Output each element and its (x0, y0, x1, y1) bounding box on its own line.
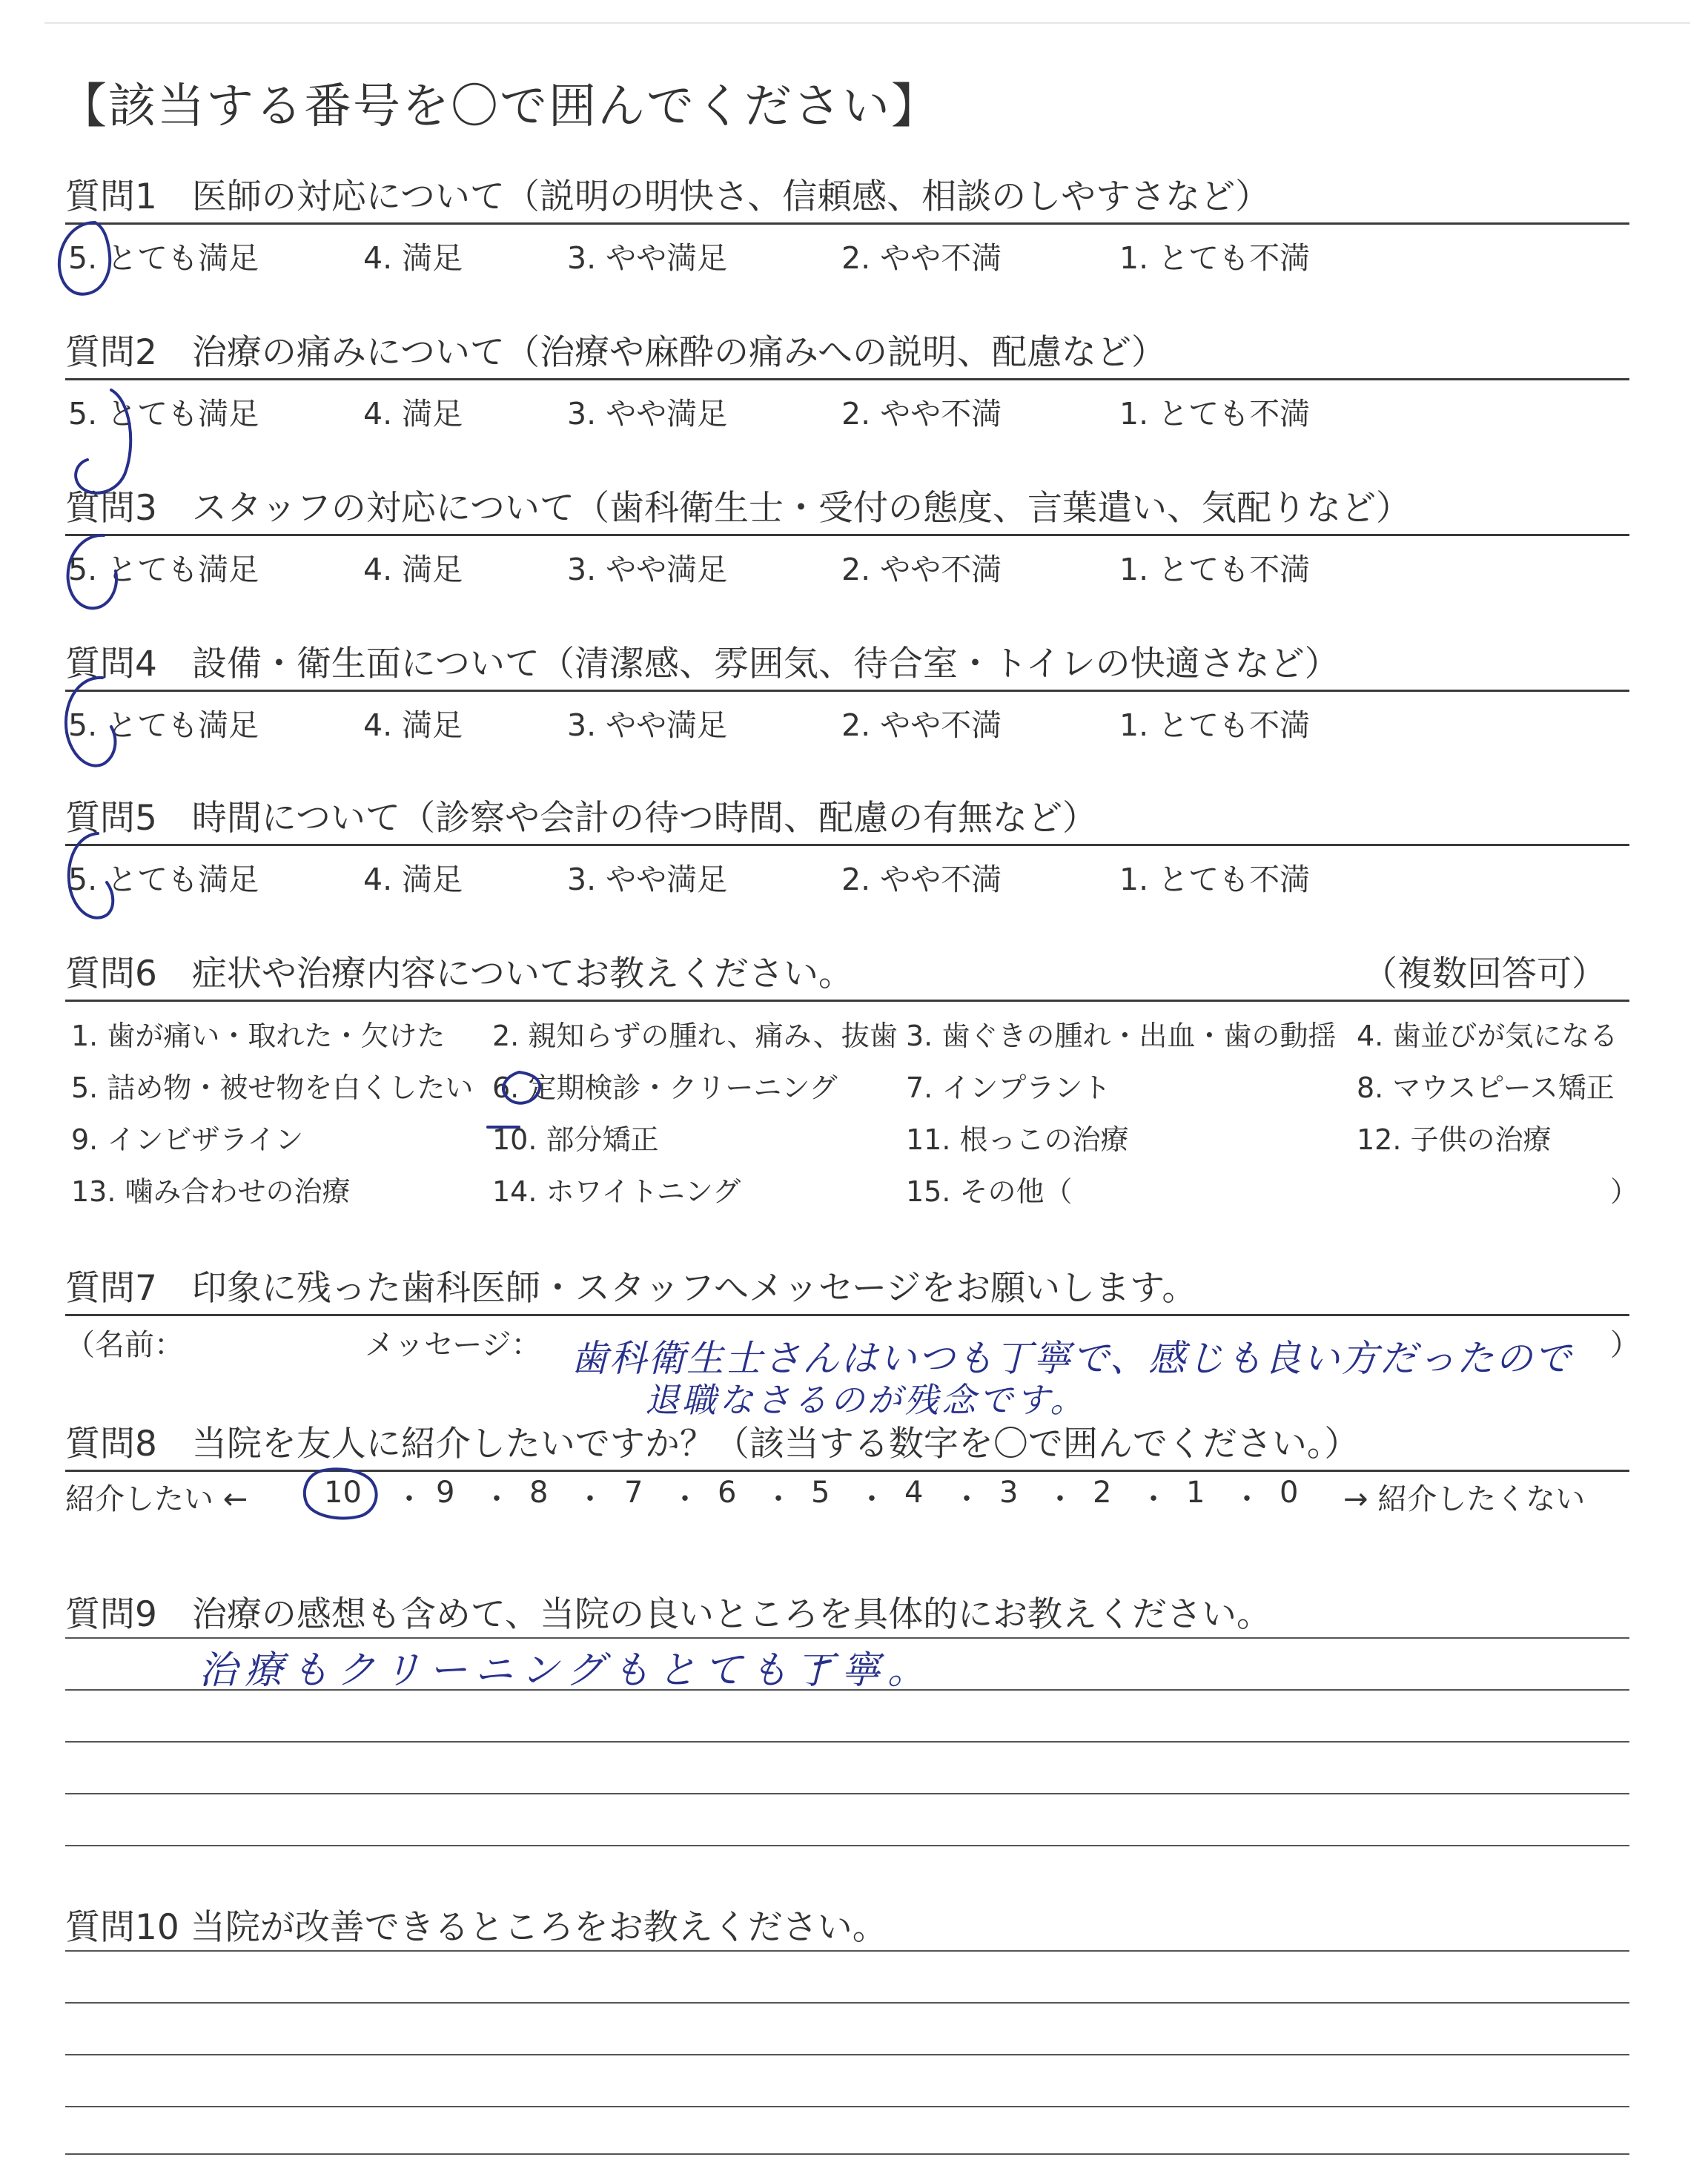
q6-option-9[interactable]: 9. インビザライン (71, 1123, 304, 1156)
q8-scale-dot: ・ (1045, 1482, 1075, 1516)
q4-rule (65, 690, 1629, 692)
q4-option-1[interactable]: 1. とても不満 (1119, 707, 1311, 743)
q8-rule (65, 1470, 1629, 1472)
q6-option-8[interactable]: 8. マウスピース矯正 (1357, 1071, 1615, 1104)
q1-option-4[interactable]: 4. 満足 (363, 240, 463, 276)
q4-option-2[interactable]: 2. やや不満 (841, 707, 1002, 743)
q5-option-5[interactable]: 5. とても満足 (68, 862, 259, 897)
q5-rule (65, 844, 1629, 846)
q8-title: 質問8 当院を友人に紹介したいですか？（該当する数字を〇で囲んでください。） (65, 1424, 1360, 1464)
q9-handwritten-answer: 治療もクリーニングもとても丁寧。 (199, 1648, 933, 1693)
q6-option-6[interactable]: 6. 定期検診・クリーニング (492, 1071, 838, 1104)
q2-title: 質問2 治療の痛みについて（治療や麻酔の痛みへの説明、配慮など） (65, 332, 1167, 373)
q8-left-label: 紹介したい ← (65, 1482, 248, 1516)
q1-option-2[interactable]: 2. やや不満 (841, 240, 1002, 276)
q1-option-5[interactable]: 5. とても満足 (68, 240, 259, 276)
q5-title: 質問5 時間について（診察や会計の待つ時間、配慮の有無など） (65, 798, 1097, 839)
q8-scale-2[interactable]: 2 (1093, 1476, 1112, 1510)
q7-rule (65, 1314, 1629, 1316)
q8-scale-6[interactable]: 6 (718, 1476, 737, 1510)
q9-answer-line (65, 1793, 1629, 1794)
q6-multiple-note: （複数回答可） (1363, 954, 1606, 994)
q6-other-close-paren: ） (1610, 1175, 1639, 1208)
q8-scale-8[interactable]: 8 (529, 1476, 549, 1510)
q10-answer-line (65, 2106, 1629, 2107)
q7-close-paren: ） (1610, 1328, 1640, 1362)
q5-option-1[interactable]: 1. とても不満 (1119, 862, 1311, 897)
q8-scale-3[interactable]: 3 (999, 1476, 1019, 1510)
q3-title: 質問3 スタッフの対応について（歯科衛生士・受付の態度、言葉遣い、気配りなど） (65, 488, 1411, 529)
q4-option-3[interactable]: 3. やや満足 (567, 707, 728, 743)
q6-option-2[interactable]: 2. 親知らずの腫れ、痛み、抜歯 (492, 1020, 898, 1052)
q2-option-1[interactable]: 1. とても不満 (1119, 396, 1311, 432)
q6-option-14[interactable]: 14. ホワイトニング (492, 1175, 741, 1208)
q8-scale-dot: ・ (575, 1482, 605, 1516)
q8-scale-dot: ・ (670, 1482, 700, 1516)
q10-answer-line (65, 2153, 1629, 2155)
q7-name-label: （名前： (65, 1328, 184, 1362)
q8-scale-dot: ・ (394, 1482, 424, 1516)
q7-title: 質問7 印象に残った歯科医師・スタッフへメッセージをお願いします。 (65, 1268, 1197, 1309)
q6-option-5[interactable]: 5. 詰め物・被せ物を白くしたい (71, 1071, 474, 1104)
q3-rule (65, 534, 1629, 536)
q6-option-10[interactable]: 10. 部分矯正 (492, 1123, 659, 1156)
q6-option-3[interactable]: 3. 歯ぐきの腫れ・出血・歯の動揺 (906, 1020, 1337, 1052)
q10-answer-line (65, 1950, 1629, 1952)
q9-title: 質問9 治療の感想も含めて、当院の良いところを具体的にお教えください。 (65, 1594, 1271, 1635)
q6-option-4[interactable]: 4. 歯並びが気になる (1357, 1020, 1618, 1052)
q5-option-2[interactable]: 2. やや不満 (841, 862, 1002, 897)
q8-scale-9[interactable]: 9 (436, 1476, 455, 1510)
q8-scale-10[interactable]: 10 (324, 1476, 362, 1510)
q7-message-label: メッセージ： (365, 1328, 541, 1362)
q3-option-1[interactable]: 1. とても不満 (1119, 552, 1311, 587)
q8-scale-dot: ・ (1232, 1482, 1262, 1516)
q9-answer-line (65, 1845, 1629, 1846)
q6-option-12[interactable]: 12. 子供の治療 (1357, 1123, 1552, 1156)
q10-answer-line (65, 2002, 1629, 2004)
q2-option-2[interactable]: 2. やや不満 (841, 396, 1002, 432)
q6-title: 質問6 症状や治療内容についてお教えください。 (65, 954, 853, 994)
q8-scale-dot: ・ (764, 1482, 793, 1516)
q1-rule (65, 222, 1629, 225)
q6-option-1[interactable]: 1. 歯が痛い・取れた・欠けた (71, 1020, 446, 1052)
q9-answer-line (65, 1741, 1629, 1743)
q1-title: 質問1 医師の対応について（説明の明快さ、信頼感、相談のしやすさなど） (65, 176, 1271, 217)
q8-scale-1[interactable]: 1 (1186, 1476, 1205, 1510)
q6-option-7[interactable]: 7. インプラント (906, 1071, 1111, 1104)
q8-right-label: → 紹介したくない (1343, 1482, 1586, 1516)
q7-handwritten-message-line2: 退職なさるのが残念です。 (645, 1380, 1088, 1420)
q3-option-4[interactable]: 4. 満足 (363, 552, 463, 587)
q3-option-2[interactable]: 2. やや不満 (841, 552, 1002, 587)
q6-option-15[interactable]: 15. その他（ (906, 1175, 1073, 1208)
page-heading: 【該当する番号を〇で囲んでください】 (59, 79, 940, 134)
q8-scale-dot: ・ (482, 1482, 512, 1516)
q4-option-5[interactable]: 5. とても満足 (68, 707, 259, 743)
q8-scale-0[interactable]: 0 (1280, 1476, 1299, 1510)
q6-rule (65, 1000, 1629, 1002)
q7-handwritten-message-line1: 歯科衛生士さんはいつも丁寧で、感じも良い方だったので (571, 1337, 1572, 1380)
q3-option-3[interactable]: 3. やや満足 (567, 552, 728, 587)
q8-scale-7[interactable]: 7 (624, 1476, 643, 1510)
q2-option-5[interactable]: 5. とても満足 (68, 396, 259, 432)
q4-option-4[interactable]: 4. 満足 (363, 707, 463, 743)
q8-scale-4[interactable]: 4 (904, 1476, 924, 1510)
q10-title: 質問10 当院が改善できるところをお教えください。 (65, 1907, 887, 1948)
scan-top-edge (44, 22, 1690, 24)
q2-rule (65, 378, 1629, 380)
q2-option-4[interactable]: 4. 満足 (363, 396, 463, 432)
q6-option-13[interactable]: 13. 噛み合わせの治療 (71, 1175, 351, 1208)
q8-scale-5[interactable]: 5 (811, 1476, 830, 1510)
q8-scale-dot: ・ (857, 1482, 887, 1516)
q3-option-5[interactable]: 5. とても満足 (68, 552, 259, 587)
q1-option-1[interactable]: 1. とても不満 (1119, 240, 1311, 276)
q1-option-3[interactable]: 3. やや満足 (567, 240, 728, 276)
q5-option-3[interactable]: 3. やや満足 (567, 862, 728, 897)
q2-option-3[interactable]: 3. やや満足 (567, 396, 728, 432)
q10-answer-line (65, 2054, 1629, 2055)
q6-option-11[interactable]: 11. 根っこの治療 (906, 1123, 1129, 1156)
q5-option-4[interactable]: 4. 満足 (363, 862, 463, 897)
q8-scale-dot: ・ (952, 1482, 982, 1516)
q4-title: 質問4 設備・衛生面について（清潔感、雰囲気、待合室・トイレの快適さなど） (65, 644, 1340, 684)
q8-scale-dot: ・ (1139, 1482, 1168, 1516)
